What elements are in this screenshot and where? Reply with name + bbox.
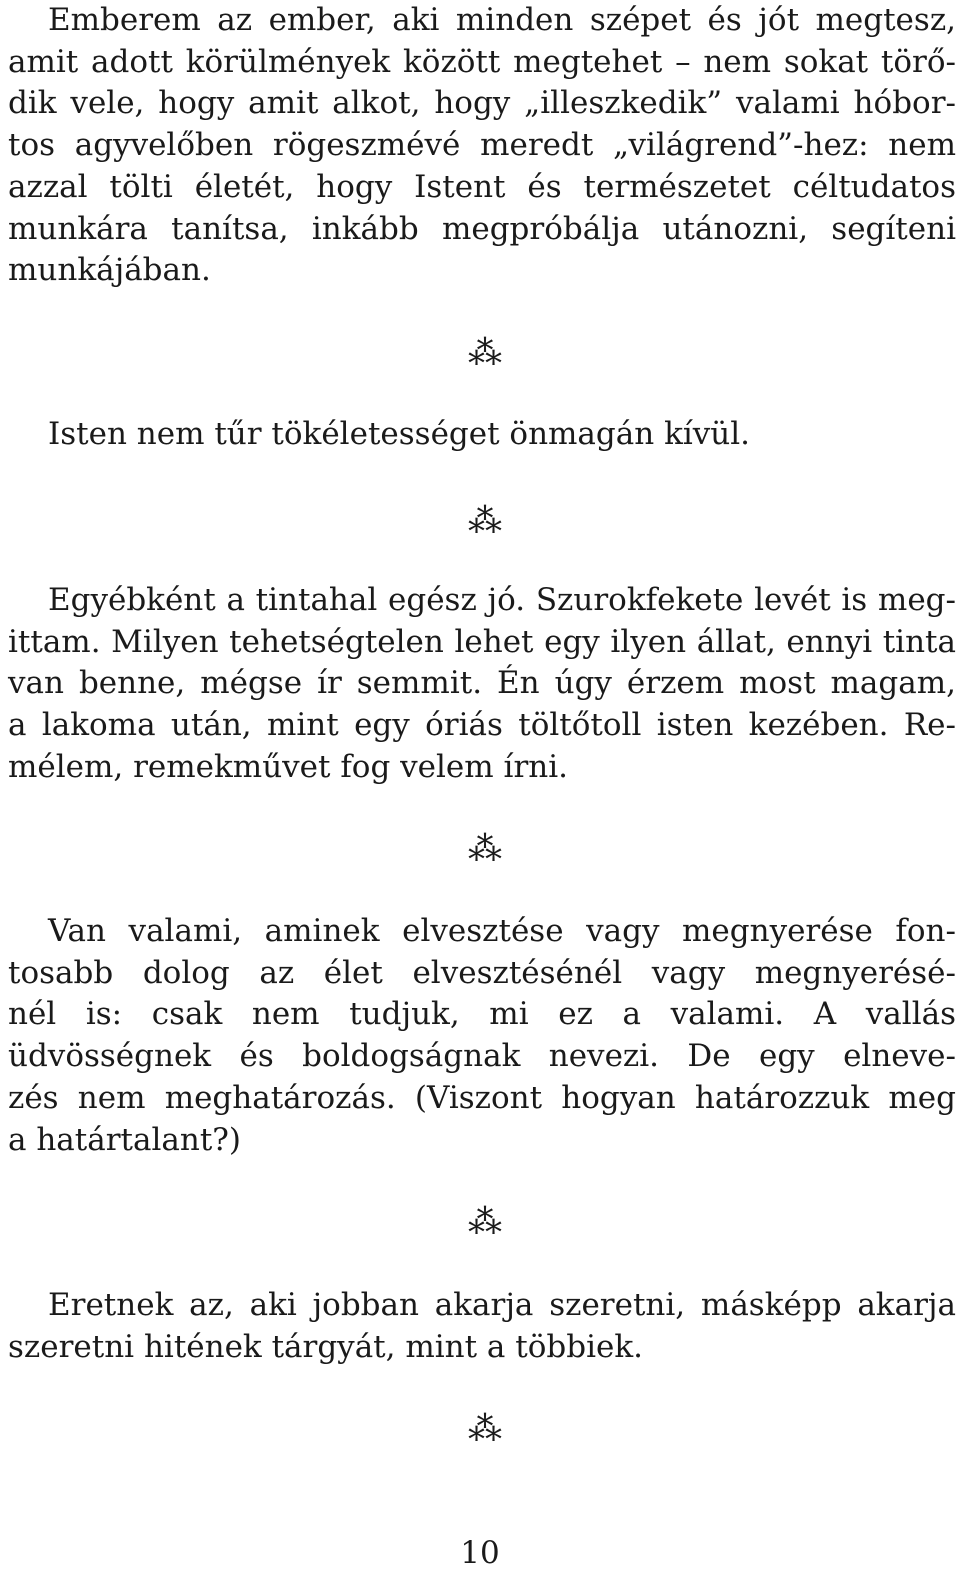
text-line: munkára tanítsa, inkább megpróbálja utánozni, segíteni [8,210,956,247]
text-line: azzal tölti életét, hogy Istent és természetet céltudatos [8,168,956,205]
text-line: tos agyvelőben rögeszmévé meredt „világrend”-hez: nem [8,127,956,164]
text-line: szeretni hitének tárgyát, mint a többiek. [8,1328,643,1365]
section-separator: ⁂ [468,1409,502,1449]
text-line: dik vele, hogy amit alkot, hogy „illeszkedik” valami hóbor- [8,85,956,122]
section-separator: ⁂ [468,501,502,541]
section-separator: ⁂ [468,829,502,869]
text-line: Egyébként a tintahal egész jó. Szurokfekete levét is meg- [48,582,956,618]
text-line: üdvösségnek és boldogságnak nevezi. De egy elneve- [8,1038,956,1075]
text-line: Isten nem tűr tökéletességet önmagán kívül. [48,416,751,452]
text-line: Van valami, aminek elvesztése vagy megnyerése fon- [48,913,956,949]
text-line: Emberem az ember, aki minden szépet és jót megtesz, [48,2,956,38]
text-line: a lakoma után, mint egy óriás töltőtoll isten kezében. Re- [8,707,956,744]
text-line: Eretnek az, aki jobban akarja szeretni, másképp akarja [48,1287,956,1323]
section-separator: ⁂ [468,333,502,373]
paragraph-5 [8,1285,956,1368]
section-separator: ⁂ [468,1202,502,1242]
text-line: mélem, remekművet fog velem írni. [8,748,568,785]
text-line: van benne, mégse ír semmit. Én úgy érzem most magam, [8,665,956,702]
text-line: nél is: csak nem tudjuk, mi ez a valami. A vallás [8,996,956,1033]
text-line: tosabb dolog az élet elvesztésénél vagy megnyerésé- [8,954,956,991]
text-line: ittam. Milyen tehetségtelen lehet egy ilyen állat, ennyi tinta [8,623,956,660]
paragraph-2 [8,414,956,456]
text-line: amit adott körülmények között megtehet – nem sokat törő- [8,43,956,80]
page-number: 10 [460,1535,500,1571]
paragraph-3 [8,580,956,789]
text-line: zés nem meghatározás. (Viszont hogyan határozzuk meg [8,1079,956,1116]
text-line: munkájában. [8,252,211,289]
paragraph-4 [8,911,956,1161]
text-line: a határtalant?) [8,1121,242,1158]
paragraph-1 [8,0,956,292]
